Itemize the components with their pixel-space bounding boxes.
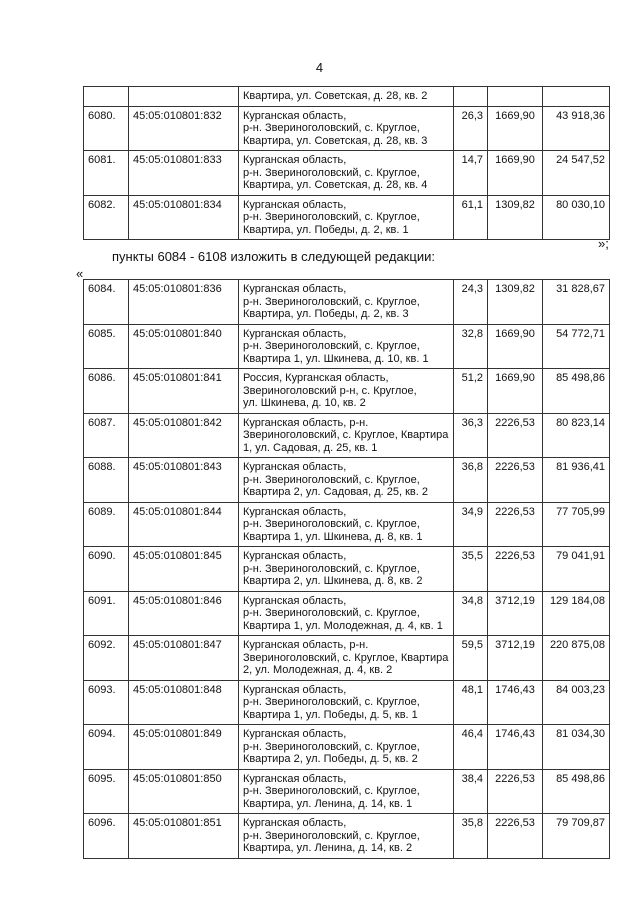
item-number-cell: 6091. — [84, 591, 129, 636]
address-cell: Курганская область, р-н. Звериноголовский, с. Круглое, Квартира, ул. Ленина, д. 14, кв. 2 — [239, 814, 454, 859]
item-number-cell: 6082. — [84, 195, 129, 240]
area-cell: 26,3 — [454, 106, 488, 151]
unit-price-cell: 1746,43 — [488, 725, 543, 770]
closing-quote: »; — [598, 236, 609, 251]
unit-price-cell: 2226,53 — [488, 769, 543, 814]
cadastral-cost-cell: 220 875,08 — [543, 636, 610, 681]
table-row — [84, 369, 610, 414]
cadastral-number-cell: 45:05:010801:834 — [129, 195, 239, 240]
address-cell: Курганская область, р-н. Звериноголовский, с. Круглое, Квартира, ул. Советская, д. 28, кв. 3 — [239, 106, 454, 151]
table-row — [84, 636, 610, 681]
table-row — [84, 413, 610, 458]
address-cell: Курганская область, р-н. Звериноголовский, с. Круглое, Квартира 1, ул. Молодежная, д. 4, кв. 1 — [239, 591, 454, 636]
table-row — [84, 769, 610, 814]
cadastral-number-cell: 45:05:010801:845 — [129, 547, 239, 592]
unit-price-cell: 1669,90 — [488, 151, 543, 196]
item-number-cell — [84, 87, 129, 107]
address-cell: Курганская область, р-н. Звериноголовский, с. Круглое, Квартира 1, ул. Садовая, д. 25, кв. 1 — [239, 413, 454, 458]
cadastral-cost-cell: 81 034,30 — [543, 725, 610, 770]
address-cell: Курганская область, р-н. Звериноголовский, с. Круглое, Квартира, ул. Победы, д. 2, кв. 1 — [239, 195, 454, 240]
area-cell: 36,8 — [454, 458, 488, 503]
item-number-cell: 6094. — [84, 725, 129, 770]
item-number-cell: 6092. — [84, 636, 129, 681]
amendment-instruction: пункты 6084 - 6108 изложить в следующей редакции: — [112, 249, 435, 264]
table-row — [84, 195, 610, 240]
area-cell: 59,5 — [454, 636, 488, 681]
item-number-cell: 6095. — [84, 769, 129, 814]
unit-price-cell: 1309,82 — [488, 280, 543, 325]
item-number-cell: 6085. — [84, 324, 129, 369]
table-row — [84, 502, 610, 547]
area-cell: 32,8 — [454, 324, 488, 369]
address-cell: Курганская область, р-н. Звериноголовский, с. Круглое, Квартира, ул. Ленина, д. 14, кв. 1 — [239, 769, 454, 814]
cadastral-number-cell: 45:05:010801:844 — [129, 502, 239, 547]
cadastral-number-cell: 45:05:010801:832 — [129, 106, 239, 151]
cadastral-cost-cell: 77 705,99 — [543, 502, 610, 547]
table-row — [84, 547, 610, 592]
property-table-continued — [83, 86, 610, 240]
table-row — [84, 324, 610, 369]
address-cell: Курганская область, р-н. Звериноголовский, с. Круглое, Квартира 2, ул. Молодежная, д. 4, кв. 2 — [239, 636, 454, 681]
item-number-cell: 6088. — [84, 458, 129, 503]
address-cell: Россия, Курганская область, Звериноголовский р-н, с. Круглое, ул. Шкинева, д. 10, кв. 2 — [239, 369, 454, 414]
table-row — [84, 87, 610, 107]
unit-price-cell: 1309,82 — [488, 195, 543, 240]
cadastral-cost-cell — [543, 87, 610, 107]
item-number-cell: 6087. — [84, 413, 129, 458]
area-cell: 46,4 — [454, 725, 488, 770]
cadastral-cost-cell: 24 547,52 — [543, 151, 610, 196]
table-row — [84, 814, 610, 859]
unit-price-cell: 1669,90 — [488, 106, 543, 151]
area-cell: 35,8 — [454, 814, 488, 859]
table-row — [84, 106, 610, 151]
unit-price-cell: 1746,43 — [488, 680, 543, 725]
address-cell: Курганская область, р-н. Звериноголовский, с. Круглое, Квартира, ул. Советская, д. 28, кв. 4 — [239, 151, 454, 196]
property-table-amended — [83, 279, 610, 859]
area-cell: 14,7 — [454, 151, 488, 196]
cadastral-number-cell: 45:05:010801:836 — [129, 280, 239, 325]
unit-price-cell: 2226,53 — [488, 458, 543, 503]
unit-price-cell: 2226,53 — [488, 502, 543, 547]
area-cell: 36,3 — [454, 413, 488, 458]
address-cell: Курганская область, р-н. Звериноголовский, с. Круглое, Квартира 1, ул. Победы, д. 5, кв. 1 — [239, 680, 454, 725]
area-cell: 51,2 — [454, 369, 488, 414]
table-row — [84, 591, 610, 636]
cadastral-number-cell: 45:05:010801:842 — [129, 413, 239, 458]
unit-price-cell: 2226,53 — [488, 547, 543, 592]
area-cell: 35,5 — [454, 547, 488, 592]
item-number-cell: 6080. — [84, 106, 129, 151]
cadastral-cost-cell: 85 498,86 — [543, 769, 610, 814]
item-number-cell: 6084. — [84, 280, 129, 325]
table-row — [84, 458, 610, 503]
unit-price-cell: 2226,53 — [488, 814, 543, 859]
area-cell: 24,3 — [454, 280, 488, 325]
item-number-cell: 6090. — [84, 547, 129, 592]
area-cell: 38,4 — [454, 769, 488, 814]
page-number: 4 — [315, 60, 324, 75]
area-cell: 48,1 — [454, 680, 488, 725]
area-cell: 61,1 — [454, 195, 488, 240]
cadastral-cost-cell: 79 709,87 — [543, 814, 610, 859]
item-number-cell: 6081. — [84, 151, 129, 196]
address-cell: Курганская область, р-н. Звериноголовский, с. Круглое, Квартира 1, ул. Шкинева, д. 8, кв. 1 — [239, 502, 454, 547]
cadastral-number-cell: 45:05:010801:846 — [129, 591, 239, 636]
cadastral-number-cell: 45:05:010801:851 — [129, 814, 239, 859]
cadastral-cost-cell: 81 936,41 — [543, 458, 610, 503]
table-row — [84, 280, 610, 325]
cadastral-cost-cell: 84 003,23 — [543, 680, 610, 725]
opening-quote: « — [76, 266, 84, 281]
address-cell: Курганская область, р-н. Звериноголовский, с. Круглое, Квартира 2, ул. Шкинева, д. 8, кв. 2 — [239, 547, 454, 592]
address-cell: Курганская область, р-н. Звериноголовский, с. Круглое, Квартира 1, ул. Шкинева, д. 10, кв. 1 — [239, 324, 454, 369]
cadastral-cost-cell: 43 918,36 — [543, 106, 610, 151]
cadastral-cost-cell: 80 030,10 — [543, 195, 610, 240]
item-number-cell: 6089. — [84, 502, 129, 547]
item-number-cell: 6086. — [84, 369, 129, 414]
cadastral-number-cell — [129, 87, 239, 107]
address-cell: Квартира, ул. Советская, д. 28, кв. 2 — [239, 87, 454, 107]
area-cell: 34,9 — [454, 502, 488, 547]
cadastral-number-cell: 45:05:010801:841 — [129, 369, 239, 414]
unit-price-cell: 3712,19 — [488, 591, 543, 636]
address-cell: Курганская область, р-н. Звериноголовский, с. Круглое, Квартира 2, ул. Садовая, д. 25, кв. 2 — [239, 458, 454, 503]
cadastral-number-cell: 45:05:010801:847 — [129, 636, 239, 681]
item-number-cell: 6096. — [84, 814, 129, 859]
table-row — [84, 151, 610, 196]
cadastral-cost-cell: 79 041,91 — [543, 547, 610, 592]
area-cell — [454, 87, 488, 107]
table-row — [84, 680, 610, 725]
cadastral-number-cell: 45:05:010801:840 — [129, 324, 239, 369]
unit-price-cell: 3712,19 — [488, 636, 543, 681]
table-row — [84, 725, 610, 770]
area-cell: 34,8 — [454, 591, 488, 636]
cadastral-number-cell: 45:05:010801:848 — [129, 680, 239, 725]
cadastral-number-cell: 45:05:010801:850 — [129, 769, 239, 814]
unit-price-cell: 1669,90 — [488, 369, 543, 414]
address-cell: Курганская область, р-н. Звериноголовский, с. Круглое, Квартира, ул. Победы, д. 2, кв. 3 — [239, 280, 454, 325]
cadastral-cost-cell: 54 772,71 — [543, 324, 610, 369]
address-cell: Курганская область, р-н. Звериноголовский, с. Круглое, Квартира 2, ул. Победы, д. 5, кв. 2 — [239, 725, 454, 770]
item-number-cell: 6093. — [84, 680, 129, 725]
cadastral-cost-cell: 85 498,86 — [543, 369, 610, 414]
unit-price-cell: 1669,90 — [488, 324, 543, 369]
cadastral-number-cell: 45:05:010801:843 — [129, 458, 239, 503]
cadastral-number-cell: 45:05:010801:849 — [129, 725, 239, 770]
cadastral-cost-cell: 31 828,67 — [543, 280, 610, 325]
cadastral-number-cell: 45:05:010801:833 — [129, 151, 239, 196]
cadastral-cost-cell: 80 823,14 — [543, 413, 610, 458]
unit-price-cell — [488, 87, 543, 107]
unit-price-cell: 2226,53 — [488, 413, 543, 458]
cadastral-cost-cell: 129 184,08 — [543, 591, 610, 636]
